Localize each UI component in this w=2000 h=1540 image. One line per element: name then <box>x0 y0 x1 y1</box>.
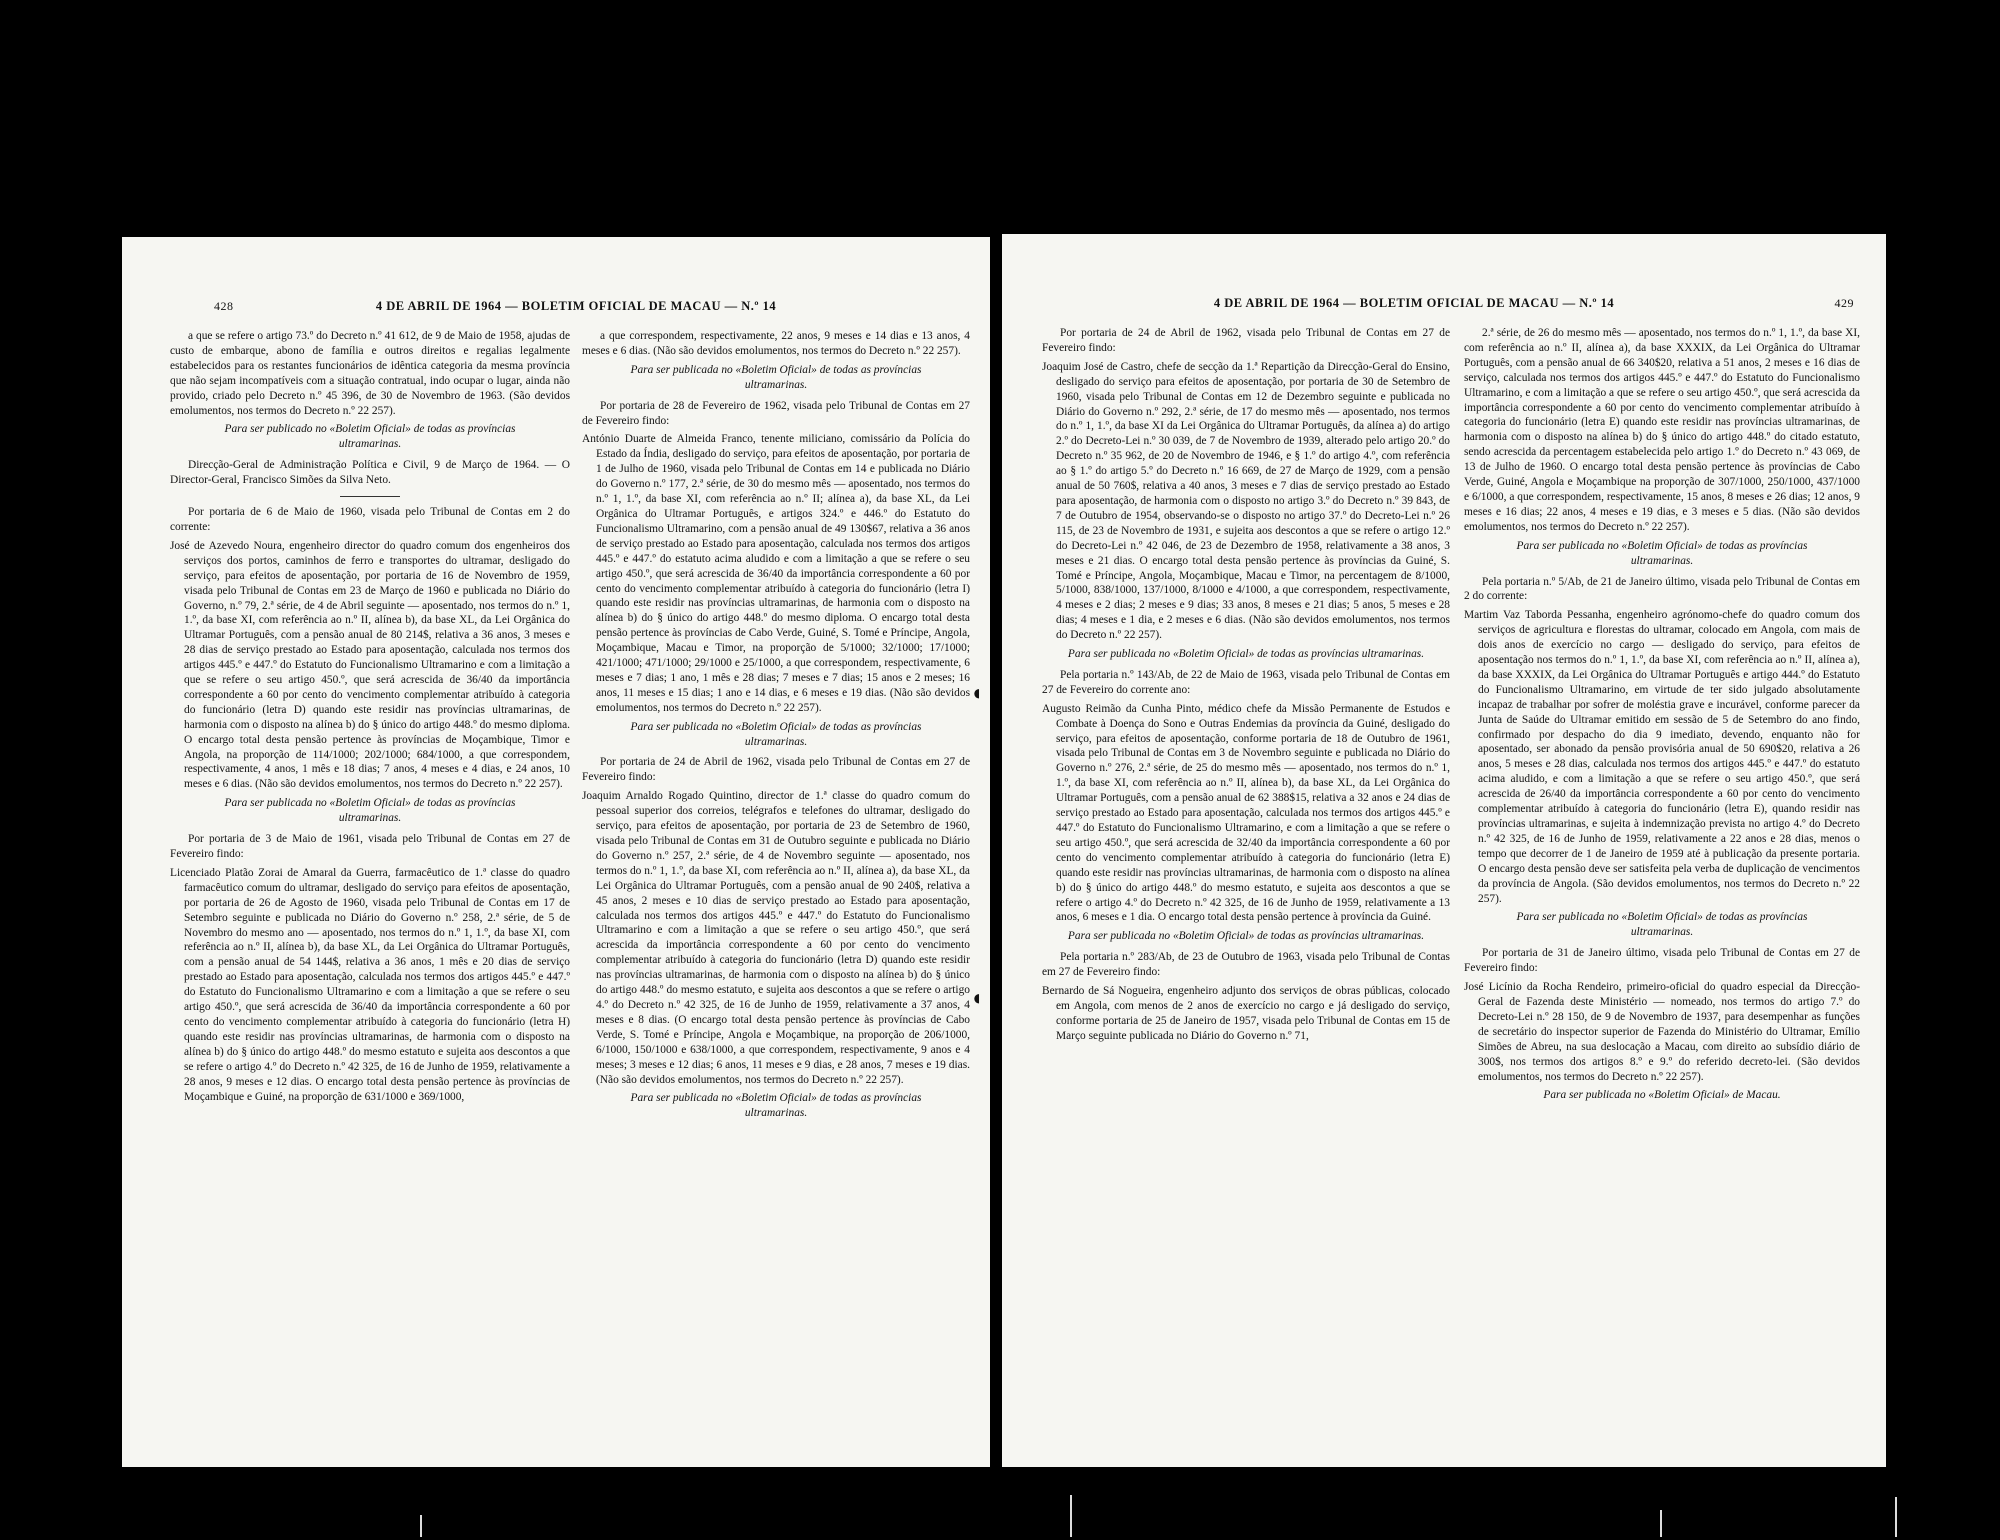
portaria-entry: Joaquim José de Castro, chefe de secção da 1.ª Repartição da Direcção-Geral do Ensino, desligado do serviço para efeitos de aposentação, por portaria de 30 de Setembro de 1960, visada pelo Tribunal de Contas em 12 de Dezembro seguinte e publicada no Diário do Governo n.º 292, 2.ª série, de 17 do mesmo mês — aposentado, nos termos do n.º 1, 1.º, da base XI da Lei Orgânica do Ultramar Português, da alínea a) do artigo 2.º do Decreto-Lei n.º 30 039, de 7 de Novembro de 1939, alterado pelo artigo 20.º do Decreto n.º 35 962, de 20 de Novembro de 1946, e § 1.º do artigo 4.º, com referência ao § 1.º do artigo 5.º do Decreto n.º 16 669, de 27 de Março de 1929, com a pensão anual de 50 760$, relativa a 40 anos, 3 meses e 7 dias de serviço prestado ao Estado para aposentação, de harmonia com o disposto no artigo 3.º do Decreto n.º 39 843, de 7 de Outubro de 1954, observando-se o disposto no artigo 37.º do Decreto-Lei n.º 26 115, de 23 de Novembro de 1931, e sujeita aos descontos a que se refere o artigo 12.º do Decreto-Lei n.º 42 046, de 23 de Dezembro de 1958, relativamente a 38 anos, 3 meses e 21 dias. O encargo total desta pensão pertence às províncias da Guiné, S. Tomé e Príncipe, Angola, Moçambique, Macau e Timor, na percentagem de 8/1000, 5/1000, 838/1000, 137/1000, 8/1000 e 4/1000, a que correspondem, respectivamente, 4 meses e 2 dias; 2 meses e 9 dias; 33 anos, 8 meses e 21 dias; 5 anos, 5 meses e 28 dias; 4 meses e 1 dia, e 2 meses e 6 dias. (Não são devidos emolumentos, nos termos do Decreto n.º 22 257). <box>1042 360 1450 642</box>
paragraph: Pela portaria n.º 283/Ab, de 23 de Outubro de 1963, visada pelo Tribunal de Contas em 27 de Fevereiro findo: <box>1042 951 1450 979</box>
paragraph: Por portaria de 24 de Abril de 1962, visada pelo Tribunal de Contas em 27 de Fevereiro findo: <box>1042 327 1450 354</box>
publication-note: Para ser publicada no «Boletim Oficial» de todas as províncias ultramarinas. <box>630 1092 922 1120</box>
portaria-entry: Bernardo de Sá Nogueira, engenheiro adjunto dos serviços de obras públicas, colocado em Angola, com menos de 2 anos de exercício no cargo e já desligado do serviço, conforme portaria de 25 de Janeiro de 1957, visada pelo Tribunal de Contas em 15 de Março seguinte publicada no Diário do Governo n.º 71, <box>1042 985 1450 1042</box>
right-page <box>1002 234 1886 1467</box>
paragraph: Direcção-Geral de Administração Política e Civil, 9 de Março de 1964. — O Director-Geral, Francisco Simões da Silva Neto. <box>170 459 570 487</box>
publication-note: Para ser publicada no «Boletim Oficial» de todas as províncias ultramarinas. <box>1067 930 1425 943</box>
paragraph: Por portaria de 28 de Fevereiro de 1962, visada pelo Tribunal de Contas em 27 de Fevereiro findo: <box>582 399 970 427</box>
portaria-entry: António Duarte de Almeida Franco, tenente miliciano, comissário da Polícia do Estado da Índia, desligado do serviço, para efeitos de aposentação, por portaria de 1 de Julho de 1960, visada pelo Tribunal de Contas em 14 e publicada no Diário do Governo n.º 177, 2.ª série, de 30 do mesmo mês — aposentado, nos termos do n.º 1, 1.º, da base XI, com referência ao n.º II; alínea a), da base XL, da Lei Orgânica do Ultramar Português, e artigos 324.º e 446.º do Estatuto do Funcionalismo Ultramarino, com a pensão anual de 49 130$67, relativa a 36 anos de serviço prestado ao Estado para aposentação, calculada nos termos dos artigos 445.º e 447.º do estatuto acima aludido e com a limitação a que se refere o seu artigo 450.º, que será acrescida de 36/40 da importância correspondente a 60 por cento do vencimento complementar atribuído à categoria do funcionário (letra I) quando este residir nas províncias ultramarinas, de harmonia com o disposto na alínea b) do § único do artigo 448.º do mesmo diploma. O encargo total desta pensão pertence às províncias de Cabo Verde, Guiné, S. Tomé e Príncipe, Angola, Moçambique, Macau e Timor, na proporção de 5/1000; 32/1000; 17/1000; 421/1000; 471/1000; 29/1000 e 25/1000, a que correspondem, respectivamente, 6 meses e 7 dias; 1 ano, 1 mês e 28 dias; 7 meses e 7 dias; 15 anos e 2 meses; 16 anos, 11 meses e 15 dias; 1 ano e 14 dias, e 6 meses e 19 dias. (Não são devidos emolumentos, nos termos do Decreto n.º 22 257). <box>582 433 970 714</box>
portaria-entry: José de Azevedo Noura, engenheiro director do quadro comum dos engenheiros dos serviços dos portos, caminhos de ferro e transportes do ultramar, desligado do serviço, para efeitos de aposentação, por portaria de 16 de Novembro de 1959, visada pelo Tribunal de Contas em 23 de Março de 1960 e publicada no Diário do Governo, n.º 79, 2.ª série, de 4 de Abril seguinte — aposentado, nos termos do n.º 1, 1.º, da base XI, com referência ao n.º II, alínea b), da base XL, da Lei Orgânica do Ultramar Português, com a pensão anual de 80 214$, relativa a 36 anos, 3 meses e 28 dias de serviço prestado ao Estado para aposentação, calculada nos termos dos artigos 445.º e 447.º do Estatuto do Funcionalismo Ultramarino e com a limitação a que se refere o seu artigo 450.º, que será acrescida de 36/40 da importância correspondente a 60 por cento do vencimento complementar atribuído à categoria do funcionário (letra D) quando este residir nas províncias ultramarinas, de harmonia com o disposto na alínea b) do § único do artigo 448.º do mesmo diploma. O encargo total desta pensão pertence às províncias de Moçambique, Timor e Angola, na proporção de 114/1000; 202/1000; 684/1000, a que correspondem, respectivamente, 4 anos, 1 mês e 18 dias; 7 anos, 4 meses e 4 dias, e 24 anos, 10 meses e 6 dias. (Não são devidos emolumentos, nos termos do Decreto n.º 22 257). <box>170 539 570 791</box>
portaria-entry: José Licínio da Rocha Rendeiro, primeiro-oficial do quadro especial da Direcção-Geral de Fazenda deste Ministério — nomeado, nos termos do artigo 7.º do Decreto-Lei n.º 28 150, de 9 de Novembro de 1937, para desempenhar as funções de secretário do inspector superior de Fazenda do Ministério do Ultramar, Emílio Simões de Abreu, na sua deslocação a Macau, com direito ao subsídio diário de 300$, nos termos dos artigos 8.º e 9.º do referido decreto-lei. (São devidos emolumentos, nos termos do Decreto n.º 22 257). <box>1464 981 1860 1083</box>
publication-note: Para ser publicada no «Boletim Oficial» de todas as províncias ultramarinas. <box>1516 911 1808 939</box>
right-page-running-title: 4 DE ABRIL DE 1964 — BOLETIM OFICIAL DE MACAU — N.º 14 <box>1213 296 1615 310</box>
publication-note: Para ser publicada no «Boletim Oficial» de todas as províncias ultramarinas. <box>630 363 922 391</box>
left-page-running-title: 4 DE ABRIL DE 1964 — BOLETIM OFICIAL DE MACAU — N.º 14 <box>375 299 777 313</box>
paragraph: Por portaria de 31 de Janeiro último, visada pelo Tribunal de Contas em 27 de Fevereiro findo: <box>1464 947 1860 975</box>
right-column-1 <box>1042 326 1450 1048</box>
portaria-entry: Martim Vaz Taborda Pessanha, engenheiro agrónomo-chefe do quadro comum dos serviços de agricultura e florestas do ultramar, colocado em Angola, com mais de dois anos de exercício no cargo — desligado do serviço, para efeitos de aposentação nos termos do n.º 1, 1.º, da base XI, com referência ao n.º II, alínea a), da base XXXIX, da Lei Orgânica do Ultramar Português e artigo 444.º do Estatuto do Funcionalismo Ultramarino, em virtude de ter sido julgado absolutamente incapaz de trabalhar por sofrer de moléstia grave e incurável, conforme parecer da Junta de Saúde do Ultramar emitido em sessão de 5 de Setembro do ano findo, confirmado por despacho do dia 9 imediato, devendo, enquanto não for aposentado, ser abonado da pensão provisória anual de 50 690$20, relativa a 26 anos, 5 meses e 28 dias, calculada nos termos dos artigos 445.º e 447.º do estatuto acima aludido, e com a limitação a que se refere o seu artigo 450.º, que será acrescida de 26/40 da importância correspondente a 60 por cento do vencimento complementar atribuído à categoria do funcionário (letra E), quando residir nas províncias ultramarinas, e sujeita à indemnização prevista no artigo 4.º do Decreto n.º 42 325, de 16 de Junho de 1959, relativamente a 22 anos e 28 dias, menos o tempo que decorrer de 1 de Janeiro de 1959 até à publicação da presente portaria. O encargo desta pensão deve ser satisfeita pela verba de duplicação de vencimentos da província de Angola. (São devidos emolumentos, nos termos do Decreto n.º 22 257). <box>1464 609 1860 905</box>
paragraph: 2.ª série, de 26 do mesmo mês — aposentado, nos termos do n.º 1, 1.º, da base XI, com referência ao n.º II, alínea a), da base XXXIX, da Lei Orgânica do Ultramar Português, com a pensão anual de 66 340$20, relativa a 51 anos, 2 meses e 16 dias de serviço, calculada nos termos dos artigos 445.º e 447.º do Estatuto do Funcionalismo Ultramarino, e com a limitação a que se refere o seu artigo 450.º, que será acrescida da importância correspondente a 60 por cento do vencimento complementar atribuído à categoria do funcionário (letra E) quando este residir nas províncias ultramarinas, de harmonia com o disposto na alínea b) do § único do artigo 448.º do citado estatuto, sendo acrescida da percentagem estabelecida pelo artigo 1.º do Decreto n.º 43 069, de 13 de Julho de 1960. O encargo total desta pensão pertence às províncias de Cabo Verde, Guiné, Angola e Moçambique na proporção de 307/1000, 250/1000, 437/1000 e 6/1000, a que correspondem, respectivamente, 15 anos, 8 meses e 26 dias; 12 anos, 9 meses e 16 dias; 22 anos, 4 meses e 19 dias, e 3 meses e 5 dias. (Não são devidos emolumentos, nos termos do Decreto n.º 22 257). <box>1464 327 1860 533</box>
paragraph: Por portaria de 24 de Abril de 1962, visada pelo Tribunal de Contas em 27 de Fevereiro findo: <box>582 756 970 784</box>
left-column-2 <box>582 329 970 1127</box>
publication-note: Para ser publicada no «Boletim Oficial» de todas as províncias ultramarinas. <box>224 797 516 825</box>
scanner-bottom-strip <box>0 1475 2000 1540</box>
publication-note: Para ser publicada no «Boletim Oficial» de todas as províncias ultramarinas. <box>630 720 922 748</box>
paragraph: a que se refere o artigo 73.º do Decreto n.º 41 612, de 9 de Maio de 1958, ajudas de custo de embarque, abono de família e outros direitos e regalias legalmente estabelecidos para os restantes funcionários de idêntica categoria da mesma província que não sejam incompatíveis com a situação contratual, indo ocupar o lugar, ainda não provido, criado pelo Decreto n.º 45 396, de 30 de Novembro de 1963. (São devidos emolumentos, nos termos do Decreto n.º 22 257). <box>170 330 570 417</box>
paragraph: Pela portaria n.º 143/Ab, de 22 de Maio de 1963, visada pelo Tribunal de Contas em 27 de Fevereiro do corrente ano: <box>1042 668 1450 696</box>
paragraph: Por portaria de 3 de Maio de 1961, visada pelo Tribunal de Contas em 27 de Fevereiro findo: <box>170 833 570 860</box>
left-page-header <box>122 299 990 323</box>
portaria-entry: Joaquim Arnaldo Rogado Quintino, director de 1.ª classe do quadro comum do pessoal superior dos correios, telégrafos e telefones do ultramar, desligado do serviço, para efeitos de aposentação, por portaria de 23 de Setembro de 1960, visada pelo Tribunal de Contas em 31 de Outubro seguinte e publicada no Diário do Governo n.º 257, 2.ª série, de 4 de Novembro seguinte — aposentado, nos termos do n.º 1, 1.º, da base XI, com referência ao n.º II, alínea a), da base XL, da Lei Orgânica do Ultramar Português, com a pensão anual de 90 240$, relativa a 45 anos, 2 meses e 10 dias de serviço prestado ao Estado para aposentação, calculada nos termos dos artigos 445.º e 447.º do Estatuto do Funcionalismo Ultramarino e com a limitação a que se refere o seu artigo 450.º, que será acrescida da importância correspondente a 60 por cento do vencimento complementar atribuído à categoria do funcionário (letra D) quando este residir nas províncias ultramarinas, de harmonia com o disposto na alínea b) do § único do artigo 448.º do mesmo estatuto, e sujeita aos descontos a que se refere o artigo 4.º do Decreto n.º 42 325, de 16 de Junho de 1959, relativamente a 37 anos, 4 meses e 8 dias. (O encargo total desta pensão pertence às províncias de Cabo Verde, S. Tomé e Príncipe, Angola e Moçambique, na proporção de 206/1000, 6/1000, 150/1000 e 638/1000, a que correspondem, respectivamente, 9 anos e 4 meses; 3 meses e 12 dias; 6 anos, 11 meses e 9 dias, e 28 anos, 7 meses e 19 dias. (Não são devidos emolumentos, nos termos do Decreto n.º 22 257). <box>582 790 970 1086</box>
left-page <box>122 237 990 1467</box>
publication-note: Para ser publicada no «Boletim Oficial» de Macau. <box>1543 1089 1781 1102</box>
left-page-number: 428 <box>214 299 234 313</box>
hole-punch-mark: ◖ <box>970 680 984 705</box>
right-column-2 <box>1464 326 1860 1109</box>
publication-note: Para ser publicada no «Boletim Oficial» de todas as províncias ultramarinas. <box>1067 648 1425 661</box>
right-page-header <box>1002 296 1886 320</box>
portaria-entry: Augusto Reimão da Cunha Pinto, médico chefe da Missão Permanente de Estudos e Combate à Doença do Sono e Outras Endemias da província da Guiné, desligado do serviço, para efeitos de aposentação, conforme portaria de 18 de Outubro de 1961, visada pelo Tribunal de Contas em 3 de Novembro seguinte e publicada no Diário do Governo n.º 276, 2.ª série, de 25 do mesmo mês — aposentado, nos termos do n.º 1, 1.º, da base XI, com referência ao n.º II, alínea b), da base XL, da Lei Orgânica do Ultramar Português, com a pensão anual de 62 388$15, relativa a 32 anos e 24 dias de serviço prestado ao Estado para aposentação, calculada nos termos dos artigos 445.º e 447.º do Estatuto do Funcionalismo Ultramarino, e com a limitação a que se refere o seu artigo 450.º, que será acrescida de 32/40 da importância correspondente a 60 por cento do vencimento complementar atribuído à categoria do funcionário (letra E) quando este residir nas províncias ultramarinas, de harmonia com o disposto na alínea b) do § único do artigo 448.º do mesmo estatuto, e sujeita aos descontos a que se refere o artigo 4.º do Decreto n.º 42 325, de 16 de Junho de 1959, relativamente a 13 anos, 6 meses e 1 dia. O encargo total desta pensão pertence à província da Guiné. <box>1042 702 1450 924</box>
publication-note: Para ser publicada no «Boletim Oficial» de todas as províncias ultramarinas. <box>1516 539 1808 567</box>
publication-note: Para ser publicado no «Boletim Oficial» de todas as províncias ultramarinas. <box>224 423 516 451</box>
right-page-number: 429 <box>1834 296 1854 310</box>
paragraph: a que correspondem, respectivamente, 22 anos, 9 meses e 14 dias e 13 anos, 4 meses e 6 dias. (Não são devidos emolumentos, nos termos do Decreto n.º 22 257). <box>582 330 970 357</box>
left-column-1 <box>170 329 570 1108</box>
paragraph: Pela portaria n.º 5/Ab, de 21 de Janeiro último, visada pelo Tribunal de Contas em 2 do corrente: <box>1464 575 1860 603</box>
hole-punch-mark: ◖ <box>970 985 984 1010</box>
section-divider <box>340 496 400 497</box>
paragraph: Por portaria de 6 de Maio de 1960, visada pelo Tribunal de Contas em 2 do corrente: <box>170 506 570 533</box>
portaria-entry: Licenciado Platão Zorai de Amaral da Guerra, farmacêutico de 1.ª classe do quadro farmacêutico comum do ultramar, desligado do serviço para efeitos de aposentação, por portaria de 26 de Agosto de 1960, visada pelo Tribunal de Contas em 17 de Setembro seguinte e publicada no Diário do Governo n.º 258, 2.ª série, de 5 de Novembro do mesmo ano — aposentado, nos termos do n.º 1, 1.º, da base XI, com referência ao n.º II, alínea b), da base XL, da Lei Orgânica do Ultramar Português, com a pensão anual de 54 144$, relativa a 36 anos, 1 mês e 20 dias de serviço prestado ao Estado para aposentação, calculada nos termos dos artigos 445.º e 447.º do Estatuto do Funcionalismo Ultramarino e com a limitação a que se refere o seu artigo 450.º, que será acrescida de 36/40 da importância correspondente a 60 por cento do vencimento complementar atribuído à categoria do funcionário (letra H) quando este residir nas províncias ultramarinas, de harmonia com o disposto na alínea b) do § único do artigo 448.º do mesmo estatuto e sujeita aos descontos a que se refere o artigo 4.º do Decreto n.º 42 325, de 16 de Junho de 1959, relativamente a 28 anos, 9 meses e 12 dias. O encargo total desta pensão pertence às províncias de Moçambique e Guiné, na proporção de 631/1000 e 369/1000, <box>170 866 570 1103</box>
